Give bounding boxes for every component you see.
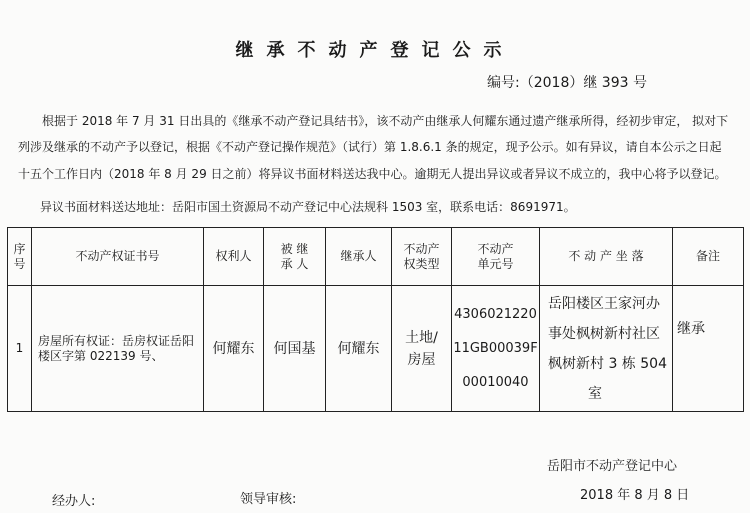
cell-holder: 何耀东 [204, 286, 264, 412]
header-cert-no: 不动产权证书号 [32, 228, 204, 286]
registration-table [7, 227, 744, 412]
notice-paragraph-line-2: 列涉及继承的不动产予以登记，根据《不动产登记操作规范》（试行）第 1.8.6.1 条的规定，现予公示。如有异议，请自本公示之日起 [18, 140, 722, 154]
header-holder: 权利人 [204, 228, 264, 286]
cell-cert-no: 房屋所有权证：岳房权证岳阳 楼区字第 022139 号、 [32, 286, 204, 412]
cell-seq: 1 [8, 286, 32, 412]
header-heir: 继承人 [326, 228, 392, 286]
header-seq: 序 号 [8, 228, 32, 286]
cell-heir: 何耀东 [326, 286, 392, 412]
header-rights-type: 不动产 权类型 [392, 228, 452, 286]
issue-date: 2018 年 8 月 8 日 [580, 488, 690, 503]
review-label: 领导审核: [240, 492, 297, 507]
cell-remark: 继承 [673, 286, 744, 412]
header-remark: 备注 [673, 228, 744, 286]
objection-address: 异议书面材料送达地址：岳阳市国土资源局不动产登记中心法规科 1503 室，联系电话：8691971。 [40, 200, 576, 214]
header-location: 不 动 产 坐 落 [540, 228, 673, 286]
table-header-row [8, 228, 744, 286]
issuing-organization: 岳阳市不动产登记中心 [547, 459, 678, 474]
handler-label: 经办人: [52, 494, 96, 509]
notice-paragraph-line-1: 根据于 2018 年 7 月 31 日出具的《继承不动产登记具结书》，该不动产由继承人何耀东通过遗产继承所得，经初步审定， 拟对下 [42, 114, 729, 128]
cell-location: 岳阳楼区王家河办 事处枫树新村社区 枫树新村 3 栋 504 室 [540, 286, 673, 412]
header-decedent: 被 继 承 人 [264, 228, 326, 286]
header-unit-no: 不动产 单元号 [452, 228, 540, 286]
notice-paragraph-line-3: 十五个工作日内（2018 年 8 月 29 日之前）将异议书面材料送达我中心。逾期无人提出异议或者异议不成立的，我中心将予以登记。 [18, 167, 727, 181]
cell-rights-type: 土地/ 房屋 [392, 286, 452, 412]
page-title: 继承不动产登记公示 [235, 40, 515, 61]
cell-decedent: 何国基 [264, 286, 326, 412]
document-number: 编号:（2018）继 393 号 [487, 75, 647, 91]
cell-unit-no: 4306021220 11GB00039F 00010040 [452, 286, 540, 412]
table-row [8, 286, 744, 412]
